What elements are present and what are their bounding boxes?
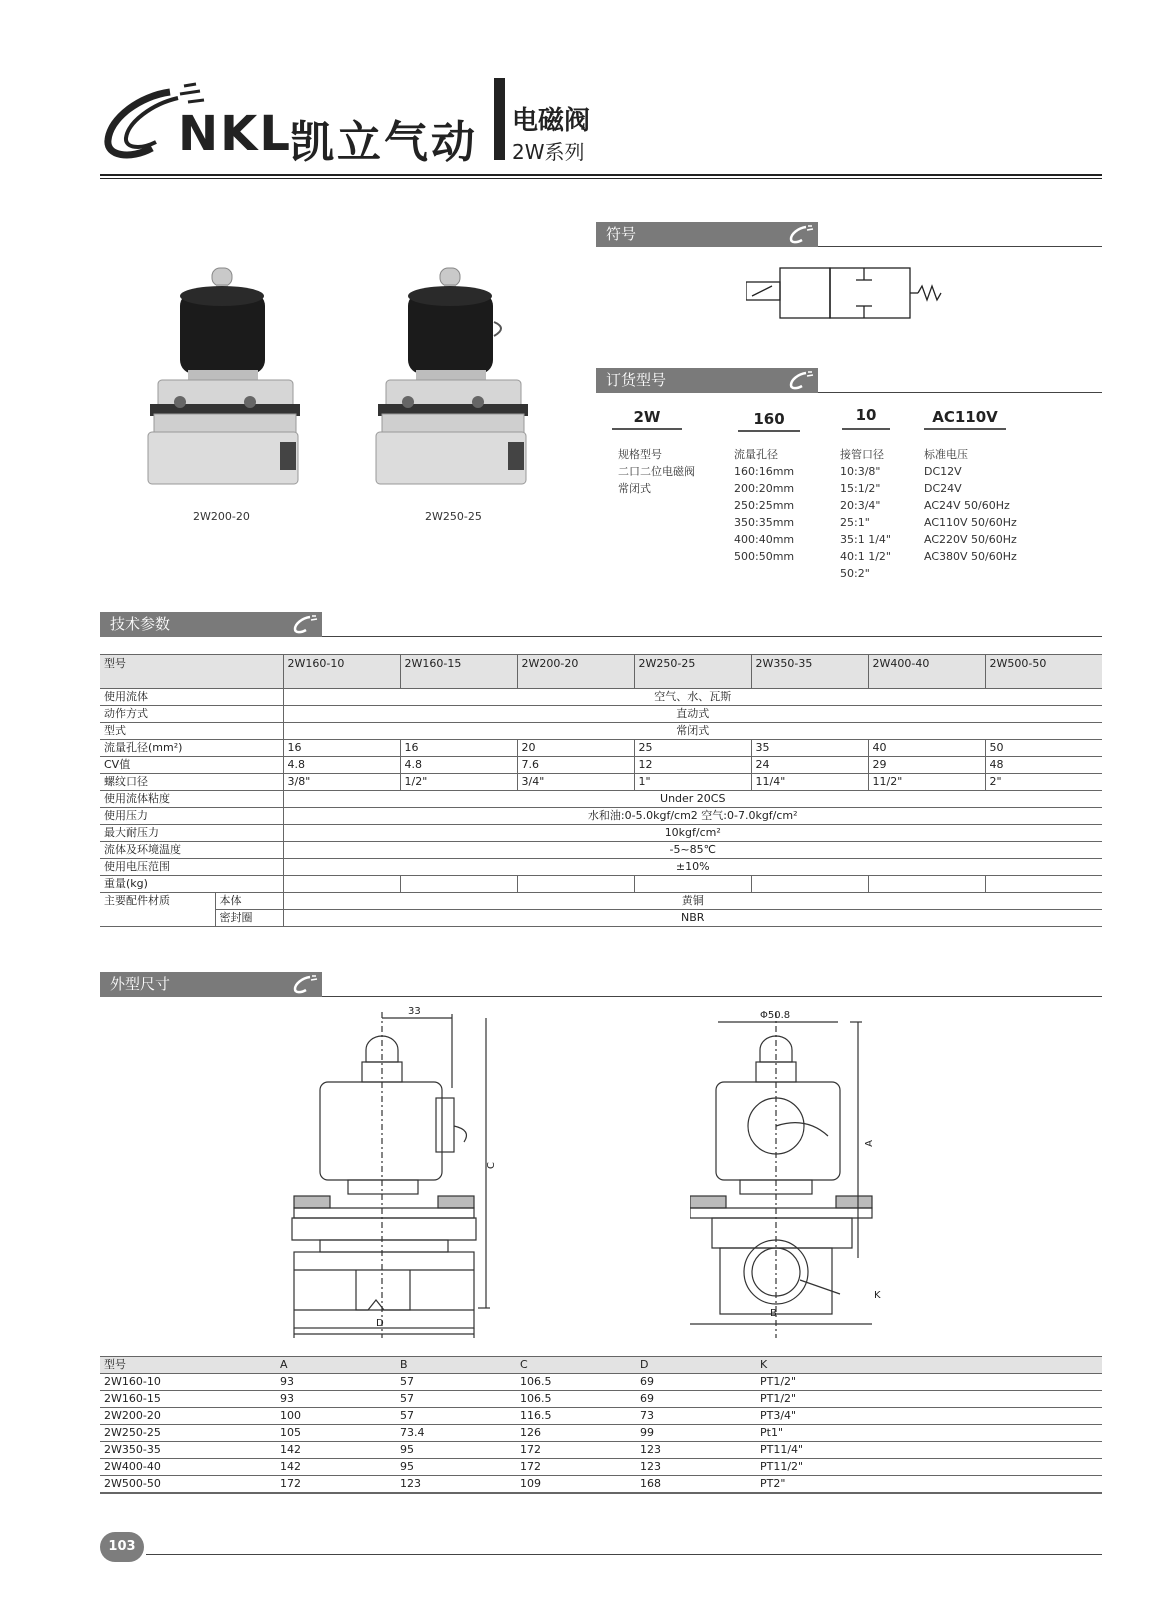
table-row	[100, 1425, 1102, 1442]
section-rule	[322, 996, 1102, 997]
table-cell	[751, 876, 868, 893]
dim-label-b: B	[770, 1308, 777, 1319]
table-cell: 142	[276, 1459, 396, 1476]
table-cell: 流量孔径(mm²)	[100, 740, 283, 757]
list-item: AC220V 50/60Hz	[924, 533, 1017, 546]
table-cell: 25	[634, 740, 751, 757]
table-cell	[634, 876, 751, 893]
table-cell: C	[516, 1357, 636, 1374]
solenoid-valve-image	[140, 262, 305, 492]
table-cell	[517, 876, 634, 893]
table-cell: PT1/2"	[756, 1391, 1102, 1408]
table-cell: 2W500-50	[100, 1476, 276, 1494]
product-photo-1	[140, 262, 305, 492]
list-item: 200:20mm	[734, 482, 795, 495]
order-code-voltage: AC110V	[932, 408, 998, 426]
table-cell: 116.5	[516, 1408, 636, 1425]
order-code-list-orifice	[734, 446, 794, 565]
table-cell: 2W250-25	[634, 655, 751, 689]
swirl-icon	[292, 974, 318, 996]
product-title: 电磁阀	[512, 106, 591, 136]
table-cell: 重量(kg)	[100, 876, 283, 893]
table-cell: 20	[517, 740, 634, 757]
table-cell: 1/2"	[400, 774, 517, 791]
table-cell: 型号	[100, 655, 283, 689]
order-code-underline	[924, 428, 1006, 430]
list-item: 250:25mm	[734, 499, 795, 512]
table-cell: 69	[636, 1374, 756, 1391]
table-cell: 最大耐压力	[100, 825, 283, 842]
table-row	[100, 723, 1102, 740]
table-cell: 95	[396, 1459, 516, 1476]
section-symbol-label: 符号	[596, 222, 818, 247]
table-cell: 172	[516, 1459, 636, 1476]
table-cell: 使用流体粘度	[100, 791, 283, 808]
list-item: 160:16mm	[734, 465, 795, 478]
dim-label-33: 33	[408, 1006, 421, 1017]
table-cell: 2W200-20	[517, 655, 634, 689]
table-cell: 3/4"	[517, 774, 634, 791]
order-code-list-voltage	[924, 446, 1017, 565]
solenoid-valve-image	[368, 262, 533, 492]
table-cell: Under 20CS	[283, 791, 1102, 808]
table-cell: 106.5	[516, 1391, 636, 1408]
list-item: 400:40mm	[734, 533, 795, 546]
table-cell: 3/8"	[283, 774, 400, 791]
list-item: 常闭式	[618, 482, 651, 495]
section-tech	[100, 612, 1102, 637]
table-header-row	[100, 1357, 1102, 1374]
series-title: 2W系列	[512, 140, 585, 164]
table-row	[100, 740, 1102, 757]
table-cell: Pt1"	[756, 1425, 1102, 1442]
order-code-underline	[738, 430, 800, 432]
table-cell: 35	[751, 740, 868, 757]
table-cell: 黄铜	[283, 893, 1102, 910]
table-cell: 69	[636, 1391, 756, 1408]
side-view-drawing	[690, 1008, 930, 1338]
list-item: 50:2"	[840, 567, 870, 580]
table-cell: 123	[636, 1442, 756, 1459]
table-row	[100, 1374, 1102, 1391]
list-item: 流量孔径	[734, 448, 778, 461]
table-cell	[985, 876, 1102, 893]
table-cell: 2W350-35	[751, 655, 868, 689]
table-cell: 直动式	[283, 706, 1102, 723]
table-cell: ±10%	[283, 859, 1102, 876]
product-photo-2	[368, 262, 533, 492]
table-cell: 2W400-40	[100, 1459, 276, 1476]
front-view-drawing	[290, 1008, 530, 1338]
table-cell: 40	[868, 740, 985, 757]
table-cell: 型式	[100, 723, 283, 740]
brand-logo	[100, 78, 480, 168]
valve-symbol-diagram	[746, 262, 986, 332]
section-order-code	[596, 368, 1102, 393]
table-cell: NBR	[283, 910, 1102, 927]
table-cell: 流体及环境温度	[100, 842, 283, 859]
table-row	[100, 706, 1102, 723]
brand-cn: 凯立气动	[290, 117, 478, 168]
table-cell: 2W250-25	[100, 1425, 276, 1442]
dim-label-k: K	[874, 1290, 881, 1301]
table-cell: 常闭式	[283, 723, 1102, 740]
table-cell: 50	[985, 740, 1102, 757]
table-cell: 11/2"	[868, 774, 985, 791]
table-cell: 11/4"	[751, 774, 868, 791]
table-cell: 73.4	[396, 1425, 516, 1442]
table-cell: 10kgf/cm²	[283, 825, 1102, 842]
list-item: 15:1/2"	[840, 482, 881, 495]
table-cell: 168	[636, 1476, 756, 1494]
table-cell: CV值	[100, 757, 283, 774]
table-cell: PT11/4"	[756, 1442, 1102, 1459]
footer-rule	[146, 1554, 1102, 1555]
table-row	[100, 689, 1102, 706]
table-cell: 螺纹口径	[100, 774, 283, 791]
section-symbol	[596, 222, 1102, 247]
table-cell: 使用电压范围	[100, 859, 283, 876]
table-row	[100, 859, 1102, 876]
table-cell: 使用流体	[100, 689, 283, 706]
table-row	[100, 876, 1102, 893]
table-cell: 109	[516, 1476, 636, 1494]
brand-latin: NKL	[178, 106, 292, 162]
table-cell: 24	[751, 757, 868, 774]
table-cell: 主要配件材质	[100, 893, 215, 927]
table-cell: 100	[276, 1408, 396, 1425]
table-row	[100, 791, 1102, 808]
order-code-underline	[842, 428, 890, 430]
table-cell: 1"	[634, 774, 751, 791]
list-item: AC24V 50/60Hz	[924, 499, 1010, 512]
table-cell: 93	[276, 1391, 396, 1408]
dimension-table	[100, 1356, 1102, 1494]
table-row	[100, 842, 1102, 859]
table-cell: 93	[276, 1374, 396, 1391]
list-item: 标准电压	[924, 448, 968, 461]
table-cell: 172	[516, 1442, 636, 1459]
table-row	[100, 757, 1102, 774]
list-item: AC110V 50/60Hz	[924, 516, 1017, 529]
order-code-list-port	[840, 446, 891, 582]
table-cell: D	[636, 1357, 756, 1374]
photo-caption-1: 2W200-20	[193, 510, 250, 523]
photo-caption-2: 2W250-25	[425, 510, 482, 523]
list-item: DC24V	[924, 482, 962, 495]
table-cell: 172	[276, 1476, 396, 1494]
table-cell: PT11/2"	[756, 1459, 1102, 1476]
table-cell: 126	[516, 1425, 636, 1442]
table-cell: 2W160-15	[100, 1391, 276, 1408]
header-rule-thin	[100, 178, 1102, 179]
list-item: 接管口径	[840, 448, 884, 461]
section-dimensions-label: 外型尺寸	[100, 972, 322, 997]
table-cell: 2W160-15	[400, 655, 517, 689]
table-cell: 57	[396, 1391, 516, 1408]
order-code-underline	[612, 428, 682, 430]
section-rule	[818, 246, 1102, 247]
table-cell: 95	[396, 1442, 516, 1459]
section-rule	[818, 392, 1102, 393]
table-cell: 2W160-10	[100, 1374, 276, 1391]
table-cell: 使用压力	[100, 808, 283, 825]
list-item: 规格型号	[618, 448, 662, 461]
list-item: AC380V 50/60Hz	[924, 550, 1017, 563]
table-row	[100, 1408, 1102, 1425]
table-cell: PT2"	[756, 1476, 1102, 1494]
table-cell: 73	[636, 1408, 756, 1425]
table-cell: 2W400-40	[868, 655, 985, 689]
header-divider	[494, 78, 505, 160]
tech-params-table	[100, 654, 1102, 927]
header-rule	[100, 174, 1102, 176]
table-cell: 105	[276, 1425, 396, 1442]
list-item: DC12V	[924, 465, 962, 478]
table-cell: PT1/2"	[756, 1374, 1102, 1391]
table-cell: 99	[636, 1425, 756, 1442]
table-cell: B	[396, 1357, 516, 1374]
list-item: 10:3/8"	[840, 465, 881, 478]
list-item: 25:1"	[840, 516, 870, 529]
list-item: 20:3/4"	[840, 499, 881, 512]
table-cell: 57	[396, 1408, 516, 1425]
table-row	[100, 774, 1102, 791]
order-code-list-2w	[618, 446, 695, 497]
table-row	[100, 893, 1102, 910]
table-cell: 57	[396, 1374, 516, 1391]
table-cell: K	[756, 1357, 1102, 1374]
list-item: 40:1 1/2"	[840, 550, 891, 563]
table-cell: 2W200-20	[100, 1408, 276, 1425]
table-cell: 16	[283, 740, 400, 757]
table-cell: 142	[276, 1442, 396, 1459]
table-cell: 2"	[985, 774, 1102, 791]
table-row	[100, 825, 1102, 842]
table-cell: 48	[985, 757, 1102, 774]
table-cell: 4.8	[400, 757, 517, 774]
order-code-orifice: 160	[753, 410, 785, 428]
page-number: 103	[100, 1532, 144, 1562]
table-cell: -5~85℃	[283, 842, 1102, 859]
table-cell	[283, 876, 400, 893]
table-cell: 水和油:0-5.0kgf/cm2 空气:0-7.0kgf/cm²	[283, 808, 1102, 825]
table-row	[100, 1391, 1102, 1408]
order-code-port: 10	[855, 406, 877, 424]
list-item: 500:50mm	[734, 550, 795, 563]
section-order-code-label: 订货型号	[596, 368, 818, 393]
table-cell: 2W160-10	[283, 655, 400, 689]
table-cell	[868, 876, 985, 893]
table-cell: 空气、水、瓦斯	[283, 689, 1102, 706]
section-tech-label: 技术参数	[100, 612, 322, 637]
table-cell: PT3/4"	[756, 1408, 1102, 1425]
order-code-2w: 2W	[633, 408, 661, 426]
table-row	[100, 1476, 1102, 1494]
list-item: 35:1 1/4"	[840, 533, 891, 546]
table-cell: 123	[636, 1459, 756, 1476]
table-row	[100, 1459, 1102, 1476]
table-cell: 2W500-50	[985, 655, 1102, 689]
table-cell: 29	[868, 757, 985, 774]
dim-label-c: C	[485, 1162, 497, 1169]
table-header-row	[100, 655, 1102, 689]
swirl-icon	[788, 224, 814, 246]
table-cell: 动作方式	[100, 706, 283, 723]
table-cell	[400, 876, 517, 893]
table-cell: A	[276, 1357, 396, 1374]
table-cell: 106.5	[516, 1374, 636, 1391]
table-row	[100, 910, 1102, 927]
section-rule	[322, 636, 1102, 637]
table-cell: 7.6	[517, 757, 634, 774]
table-row	[100, 808, 1102, 825]
table-row	[100, 1442, 1102, 1459]
table-cell: 2W350-35	[100, 1442, 276, 1459]
table-cell: 12	[634, 757, 751, 774]
dim-label-phi: Φ50.8	[760, 1010, 791, 1021]
list-item: 350:35mm	[734, 516, 795, 529]
table-cell: 123	[396, 1476, 516, 1494]
swirl-icon	[292, 614, 318, 636]
table-cell: 型号	[100, 1357, 276, 1374]
table-cell: 4.8	[283, 757, 400, 774]
table-cell: 16	[400, 740, 517, 757]
table-cell: 密封圈	[215, 910, 283, 927]
list-item: 二口二位电磁阀	[618, 465, 695, 478]
section-dimensions	[100, 972, 1102, 997]
dim-label-a: A	[863, 1140, 875, 1147]
swirl-icon	[788, 370, 814, 392]
dim-label-d: D	[376, 1318, 384, 1329]
table-cell: 本体	[215, 893, 283, 910]
